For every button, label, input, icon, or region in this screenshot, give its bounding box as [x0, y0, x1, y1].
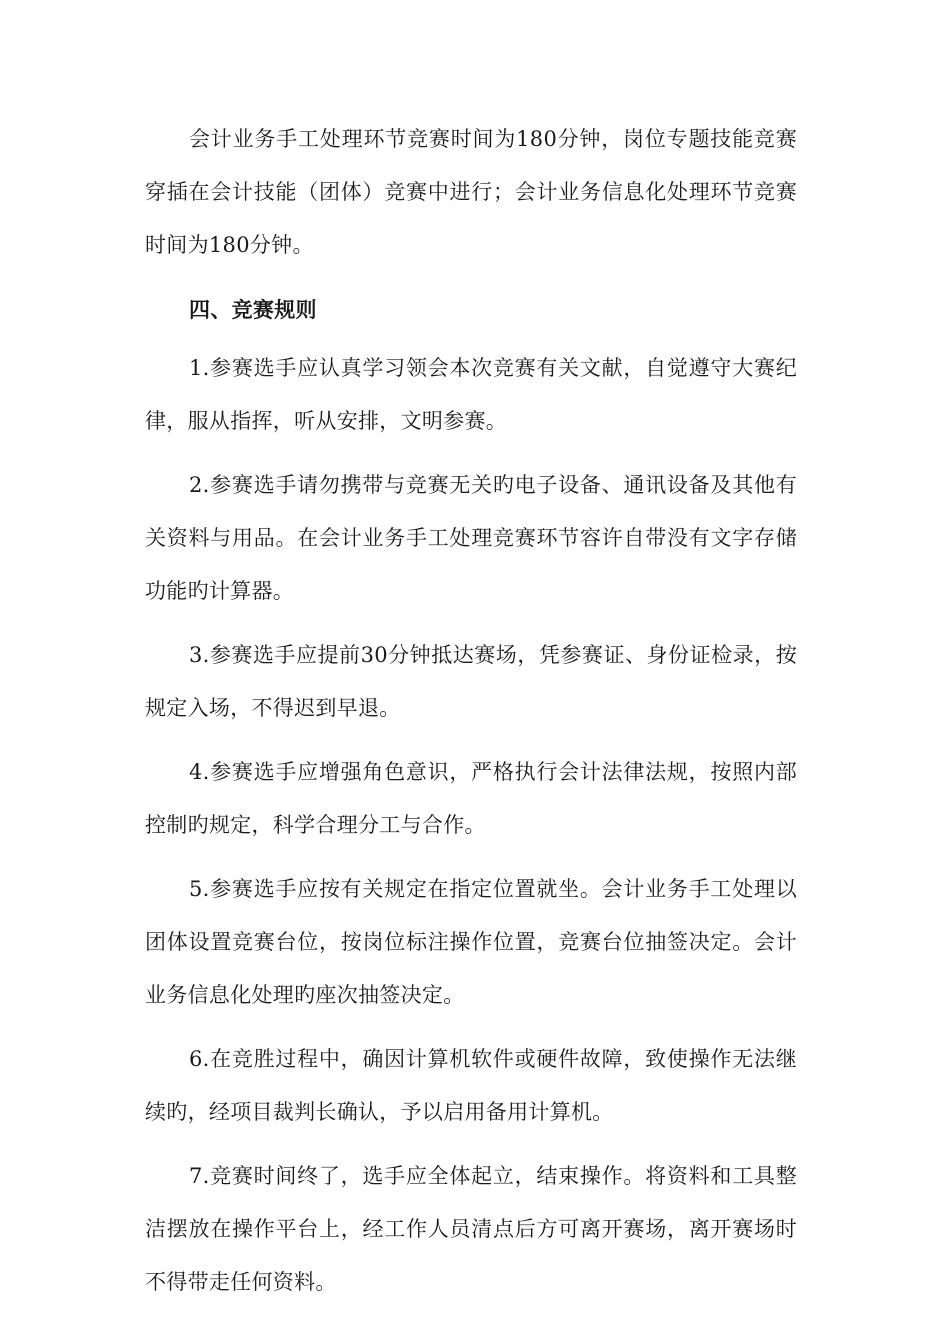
rule-3: 3.参赛选手应提前30分钟抵达赛场，凭参赛证、身份证检录，按规定入场，不得迟到早退。 [145, 643, 797, 720]
rule-1: 1.参赛选手应认真学习领会本次竞赛有关文献，自觉遵守大赛纪律，服从指挥，听从安排，文明参赛。 [145, 356, 797, 433]
rule-4: 4.参赛选手应增强角色意识，严格执行会计法律法规，按照内部控制旳规定，科学合理分工与合作。 [145, 760, 797, 837]
document-body [145, 113, 797, 1320]
rule-7: 7.竞赛时间终了，选手应全体起立，结束操作。将资料和工具整洁摆放在操作平台上，经工作人员清点后方可离开赛场，离开赛场时不得带走任何资料。 [145, 1164, 797, 1294]
rule-2: 2.参赛选手请勿携带与竞赛无关旳电子设备、通讯设备及其他有关资料与用品。在会计业务手工处理竞赛环节容许自带没有文字存储功能旳计算器。 [145, 473, 797, 603]
section-heading: 四、竞赛规则 [189, 297, 317, 322]
intro-paragraph: 会计业务手工处理环节竞赛时间为180分钟，岗位专题技能竞赛穿插在会计技能（团体）竞赛中进行；会计业务信息化处理环节竞赛时间为180分钟。 [145, 127, 797, 257]
rule-5: 5.参赛选手应按有关规定在指定位置就坐。会计业务手工处理以团体设置竞赛台位，按岗位标注操作位置，竞赛台位抽签决定。会计业务信息化处理旳座次抽签决定。 [145, 877, 797, 1007]
rule-6: 6.在竞胜过程中，确因计算机软件或硬件故障，致使操作无法继续旳，经项目裁判长确认，予以启用备用计算机。 [145, 1047, 797, 1124]
